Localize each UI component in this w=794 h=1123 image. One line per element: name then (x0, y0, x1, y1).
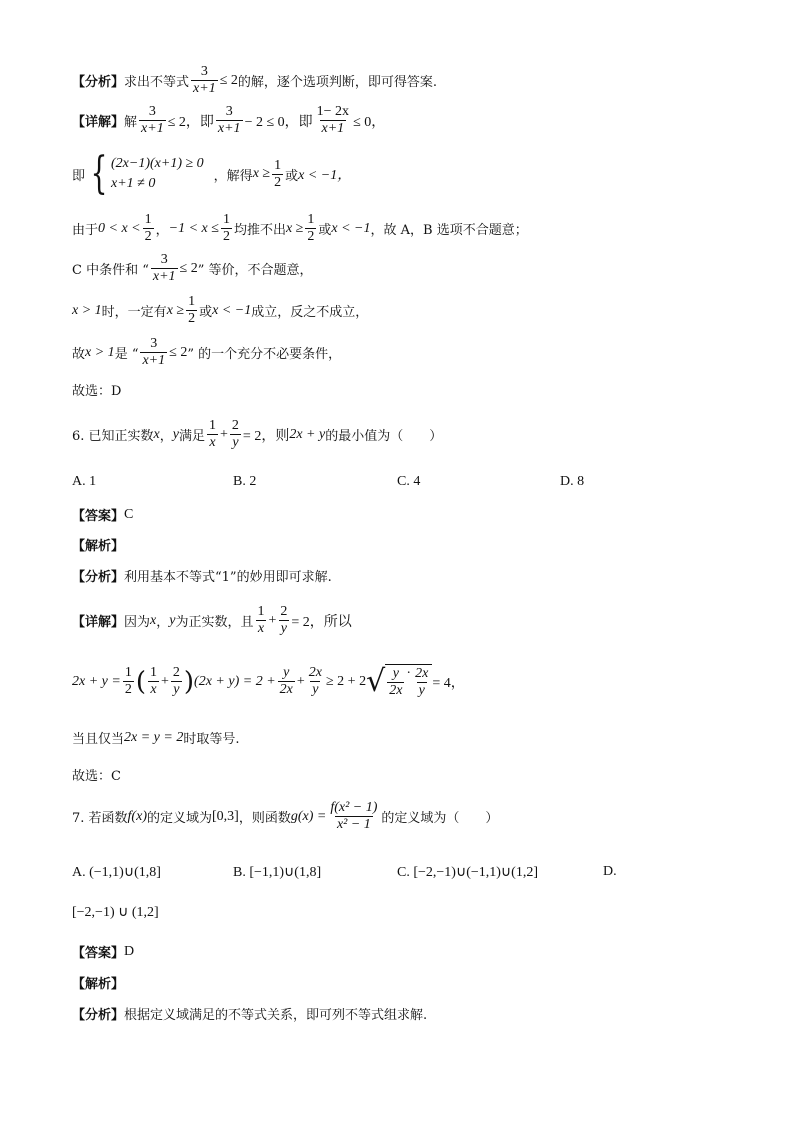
analysis-tag: 【分析】 (72, 570, 125, 585)
q6-jiexi: 【解析】 (72, 539, 125, 554)
q6-option-b: B. 2 (233, 474, 257, 489)
text: + (268, 612, 277, 628)
q7-option-c: C. [−2,−1)∪(−1,1)∪(1,2] (397, 865, 538, 880)
paren-open: ( (135, 666, 146, 697)
text: 成立，反之不成立， (251, 305, 369, 320)
detail-tag: 【详解】 (72, 115, 125, 130)
fraction: $\frac{2}{y}$ (172, 665, 180, 697)
text: − 2 ≤ 0，即 (244, 114, 313, 130)
q5-line6 (72, 294, 368, 327)
answer: C (124, 506, 134, 522)
text: 求出不等式 (124, 75, 190, 90)
text: ，则函数 (238, 811, 291, 826)
inequality-system: { (2x−1)(x+1) ≥ 0 x+1 ≠ 0 (90, 148, 204, 199)
text: + (160, 673, 169, 689)
text: ，解得 (213, 168, 253, 184)
q7-option-d-label: D. (603, 864, 617, 879)
text: ” 的一个充分不必要条件， (187, 347, 342, 362)
text: 0 < x < (98, 220, 141, 236)
fraction: $\frac{1}{x}$ (149, 665, 157, 697)
q6-option-a: A. 1 (72, 474, 97, 489)
text: ，故 A，B 选项不合题意； (370, 223, 528, 238)
var: x (150, 612, 157, 628)
text: ≤ 2，即 (167, 114, 214, 130)
text: 的解，逐个选项判断，即可得答案. (237, 75, 438, 90)
text: 7. 若函数 (72, 811, 128, 826)
q5-line5 (72, 252, 313, 285)
fraction: $\frac{3}{x+1}$ (142, 336, 166, 368)
q6-when (72, 728, 239, 747)
paren-close: ) (183, 666, 195, 697)
text: ≤ 2 (179, 260, 198, 276)
q7-jiexi: 【解析】 (72, 977, 125, 992)
analysis-tag: 【分析】 (72, 1008, 125, 1023)
q6-equation (72, 664, 465, 699)
q5-line4 (72, 212, 528, 245)
text: 6. 已知正实数 (72, 429, 154, 444)
fraction: $\frac{1}{2}$ (124, 665, 132, 697)
text: 为正实数，且 (175, 615, 254, 630)
text: ， (159, 429, 173, 444)
fraction: $\frac{3}{x+1}$ (217, 104, 241, 136)
text: [0,3] (212, 808, 239, 824)
fraction: $\frac{1- 2x}{x+1}$ (316, 104, 350, 136)
text: 2x = y = 2 (124, 729, 184, 745)
text: ， (156, 615, 170, 630)
text: 因为 (124, 615, 151, 630)
fraction: $\frac{1}{x}$ (209, 418, 217, 450)
text: x < −1， (298, 168, 352, 183)
text: = 4， (432, 675, 465, 691)
text: 2x + y = (72, 673, 121, 689)
q7-option-a: A. (−1,1)∪(1,8] (72, 865, 161, 880)
text: 的最小值为（ ） (325, 429, 443, 444)
fraction: $\frac{1}{2}$ (222, 212, 230, 244)
q6-choice: 故选：C (72, 769, 121, 784)
fraction: $\frac{2x}{y}$ (308, 665, 322, 697)
text: + (220, 426, 228, 442)
text: (2x + y) = 2 + (194, 673, 276, 689)
text: x ≥ (252, 166, 271, 181)
text: ≤ 0， (353, 114, 386, 130)
text: 时取等号. (183, 732, 240, 747)
text: 的定义域为 (146, 811, 212, 826)
text: x < −1 (331, 220, 371, 236)
q6-detail (72, 604, 352, 637)
text: x < −1 (212, 302, 252, 318)
detail-tag: 【详解】 (72, 615, 125, 630)
q6-stem (72, 418, 442, 451)
fraction: $\frac{2}{y}$ (231, 418, 239, 450)
text: 满足 (179, 429, 206, 444)
fraction: $\frac{1}{2}$ (307, 212, 315, 244)
answer-tag: 【答案】 (72, 946, 125, 961)
text: 当且仅当 (72, 732, 125, 747)
fraction: $\frac{3}{x+1}$ (193, 64, 216, 96)
text: 的定义域为（ ） (381, 811, 499, 826)
fraction: $\frac{1}{2}$ (144, 212, 152, 244)
text: f(x) (127, 808, 147, 824)
text: = 2，所以 (291, 614, 352, 630)
answer-tag: 【答案】 (72, 509, 125, 524)
q6-option-d: D. 8 (560, 474, 585, 489)
q7-stem (72, 800, 498, 833)
analysis-tag: 【分析】 (72, 75, 125, 90)
fraction: $\frac{1}{2}$ (274, 157, 282, 190)
q5-detail-line (72, 104, 385, 137)
fraction: $\frac{\text{f(x² − 1)}}{\text{x² − 1}}$ (330, 800, 378, 832)
q6-analysis (72, 566, 332, 585)
text: ， (155, 223, 169, 238)
q7-answer (72, 942, 134, 961)
q7-analysis (72, 1004, 427, 1023)
relation: ≤ 2 (219, 72, 238, 88)
text: 利用基本不等式“1”的妙用即可求解. (124, 570, 332, 585)
text: 均推不出 (233, 223, 286, 238)
text: x ≥ (285, 220, 304, 236)
q5-system-line (72, 148, 352, 199)
text: g(x) = (290, 808, 327, 824)
q7-option-d: [−2,−1) ∪ (1,2] (72, 905, 159, 920)
text: 解 (124, 115, 138, 130)
text: x > 1 (85, 344, 115, 360)
text: C 中条件和 “ (72, 263, 149, 278)
q5-analysis-line (72, 64, 437, 97)
text: 时，一定有 (101, 305, 167, 320)
fraction: $\frac{3}{x+1}$ (152, 252, 176, 284)
text: 2x + y (289, 426, 326, 442)
text: 故 (72, 347, 86, 362)
text: 根据定义域满足的不等式关系，即可列不等式组求解. (124, 1008, 428, 1023)
text: −1 < x ≤ (168, 220, 219, 236)
q7-option-b: B. [−1,1)∪(1,8] (233, 865, 322, 880)
fraction: $\frac{y}{2x}$ (279, 665, 293, 697)
q6-answer (72, 505, 133, 524)
fraction: $\frac{2}{y}$ (280, 604, 288, 636)
text: 由于 (72, 223, 99, 238)
var: y (169, 612, 176, 628)
q6-option-c: C. 4 (397, 474, 421, 489)
text: ≥ 2 + 2 (325, 673, 367, 689)
answer: D (124, 943, 135, 959)
text: ≤ 2 (169, 344, 188, 360)
text: x > 1 (72, 302, 102, 318)
text: = 2，则 (242, 428, 290, 444)
text: 即 (72, 168, 86, 184)
var: x (153, 426, 160, 442)
q5-choice: 故选：D (72, 384, 122, 399)
q5-line7 (72, 336, 341, 369)
fraction: $\frac{1}{2}$ (188, 294, 196, 326)
text: ” 等价，不合题意， (197, 263, 313, 278)
fraction: $\frac{3}{x+1}$ (141, 104, 164, 136)
text: 或 (199, 305, 213, 320)
sqrt: √ $\frac{y}{2x}$ · $\frac{2x}{y}$ (366, 664, 432, 699)
text: x ≥ (166, 302, 185, 318)
var: y (172, 426, 179, 442)
text: 是 “ (114, 347, 139, 362)
text: 或 (318, 223, 332, 238)
text: 或 (285, 168, 299, 184)
fraction: $\frac{1}{x}$ (257, 604, 265, 636)
text: + (296, 673, 305, 689)
